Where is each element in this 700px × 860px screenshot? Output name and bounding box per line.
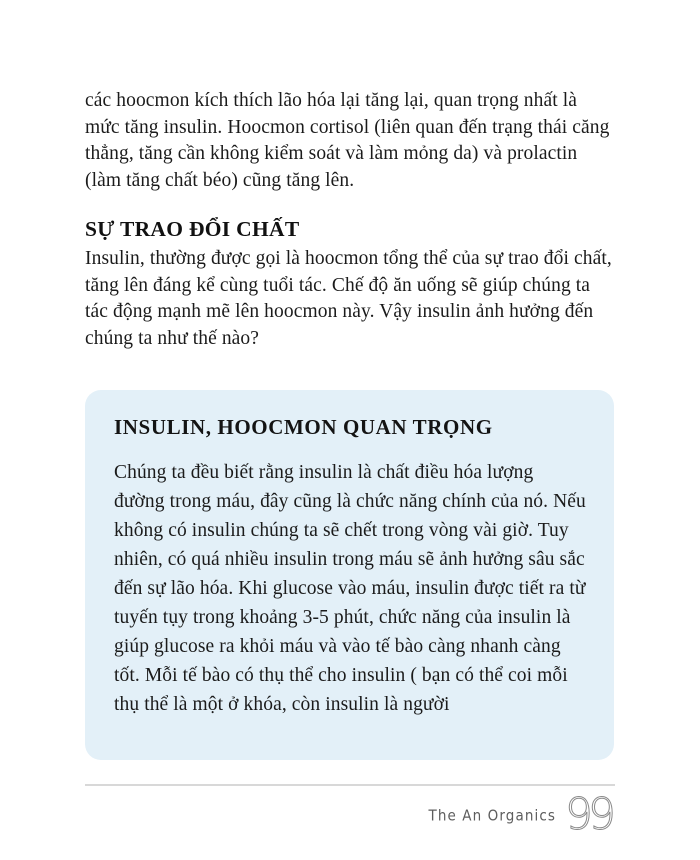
footer-divider [85, 784, 615, 786]
page-number: 99 [565, 789, 611, 840]
page-footer [85, 790, 615, 842]
callout-heading: INSULIN, HOOCMON QUAN TRỌNG [114, 415, 493, 439]
section-heading: SỰ TRAO ĐỔI CHẤT [85, 217, 300, 241]
callout-paragraph: Chúng ta đều biết rằng insulin là chất điều hóa lượng đường trong máu, đây cũng là chức năng chính của nó. Nếu không có insulin chúng ta sẽ chết trong vòng vài giờ. Tuy nhiên, có quá nhiều insulin trong máu sẽ ảnh hưởng sâu sắc đến sự lão hóa. Khi glucose vào máu, insulin được tiết ra từ tuyến tụy trong khoảng 3-5 phút, chức năng của insulin là giúp glucose ra khỏi máu và vào tế bào càng nhanh càng tốt. Mỗi tế bào có thụ thể cho insulin ( bạn có thể coi mỗi thụ thể là một ở khóa, còn insulin là người [114, 462, 586, 715]
section-paragraph: Insulin, thường được gọi là hoocmon tổng thể của sự trao đổi chất, tăng lên đáng kể cùng tuổi tác. Chế độ ăn uống sẽ giúp chúng ta tác động mạnh mẽ lên hoocmon này. Vậy insulin ảnh hưởng đến chúng ta như thế nào? [85, 248, 612, 349]
footer-brand-name: The An Organics [428, 807, 556, 825]
page-content [85, 88, 615, 352]
callout-box [85, 390, 614, 760]
intro-paragraph: các hoocmon kích thích lão hóa lại tăng lại, quan trọng nhất là mức tăng insulin. Hoocmon cortisol (liên quan đến trạng thái căng thẳng, tăng cần không kiểm soát và làm mỏng da) và prolactin (làm tăng chất béo) cũng tăng lên. [85, 90, 610, 191]
